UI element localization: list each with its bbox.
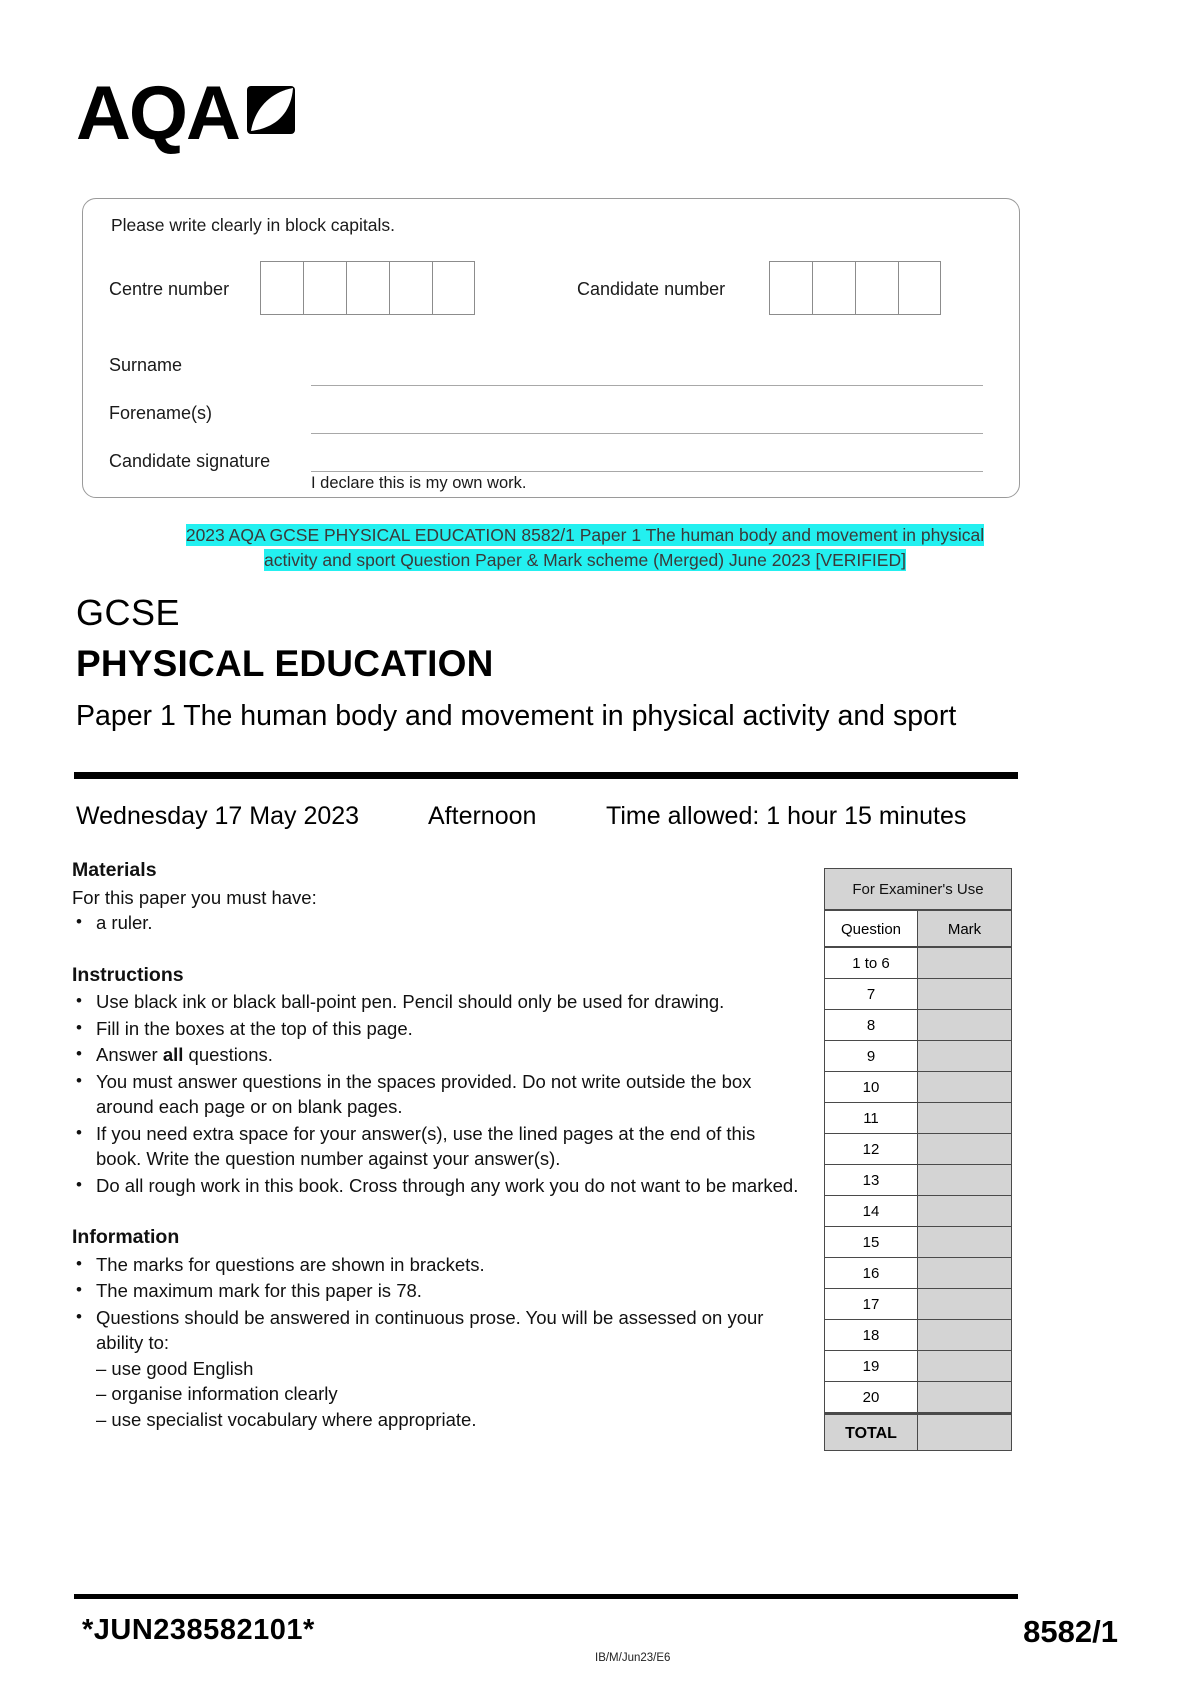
mark-cell[interactable]	[918, 1382, 1011, 1413]
question-label: 9	[825, 1041, 918, 1072]
table-row	[825, 1041, 1011, 1072]
table-row	[825, 1227, 1011, 1258]
information-list	[72, 1252, 802, 1433]
examiner-table-header	[825, 911, 1011, 948]
highlighted-annotation	[170, 523, 1000, 573]
question-label: 18	[825, 1320, 918, 1351]
question-label: 1 to 6	[825, 948, 918, 979]
examiner-table-title: For Examiner's Use	[825, 869, 1011, 911]
question-label: 15	[825, 1227, 918, 1258]
information-sub-list	[96, 1356, 802, 1433]
mark-cell[interactable]	[918, 1041, 1011, 1072]
list-item: • Use black ink or black ball-point pen. Pencil should only be used for drawing.	[72, 989, 802, 1015]
materials-list	[72, 910, 802, 936]
list-item	[72, 1042, 802, 1068]
candidate-number-label: Candidate number	[577, 279, 726, 299]
list-item: • Do all rough work in this book. Cross through any work you do not want to be marked.	[72, 1173, 802, 1199]
question-label: 11	[825, 1103, 918, 1134]
barcode-text: *JUN238582101*	[82, 1614, 315, 1646]
aqa-logo	[76, 71, 297, 156]
candidate-details-box	[82, 198, 1020, 498]
list-item: • If you need extra space for your answer(s), use the lined pages at the end of this book. Write the question number against your answer(s).	[72, 1121, 802, 1172]
mark-cell[interactable]	[918, 1289, 1011, 1320]
ib-reference-code: IB/M/Jun23/E6	[595, 1652, 671, 1664]
list-item: • The marks for questions are shown in brackets.	[72, 1252, 802, 1278]
list-item: • The maximum mark for this paper is 78.	[72, 1278, 802, 1304]
header-divider	[74, 772, 1018, 779]
mark-cell[interactable]	[918, 1010, 1011, 1041]
table-row	[825, 979, 1011, 1010]
information-heading: Information	[72, 1226, 180, 1248]
exam-date: Wednesday 17 May 2023	[76, 802, 360, 830]
table-row	[825, 1289, 1011, 1320]
centre-number-cell[interactable]	[389, 261, 432, 315]
table-row	[825, 1258, 1011, 1289]
mark-cell[interactable]	[918, 1320, 1011, 1351]
mark-cell[interactable]	[918, 1134, 1011, 1165]
question-label: 8	[825, 1010, 918, 1041]
candidate-signature-label: Candidate signature	[109, 451, 271, 471]
candidate-number-cell[interactable]	[855, 261, 898, 315]
table-row	[825, 1351, 1011, 1382]
centre-number-cell[interactable]	[346, 261, 389, 315]
table-row-total	[825, 1413, 1011, 1450]
question-label: 10	[825, 1072, 918, 1103]
column-header-question: Question	[825, 911, 918, 948]
table-row	[825, 1165, 1011, 1196]
footer-divider	[74, 1594, 1018, 1599]
list-item: – organise information clearly	[96, 1383, 338, 1404]
table-row	[825, 1196, 1011, 1227]
qualification-title: GCSE	[76, 592, 181, 633]
question-label: 7	[825, 979, 918, 1010]
information-prose-text: Questions should be answered in continuous prose. You will be assessed on your ability to:	[96, 1306, 764, 1353]
paper-title: Paper 1 The human body and movement in physical activity and sport	[76, 700, 957, 732]
table-row	[825, 1382, 1011, 1413]
paper-code: 8582/1	[1023, 1614, 1118, 1649]
question-label: 16	[825, 1258, 918, 1289]
centre-number-label: Centre number	[109, 279, 230, 299]
forenames-label: Forename(s)	[109, 403, 213, 423]
aqa-wordmark: AQA	[76, 71, 239, 156]
question-label: 13	[825, 1165, 918, 1196]
question-label: 19	[825, 1351, 918, 1382]
list-item: • Fill in the boxes at the top of this page.	[72, 1016, 802, 1042]
table-row	[825, 1010, 1011, 1041]
mark-cell[interactable]	[918, 1196, 1011, 1227]
centre-number-cell[interactable]	[260, 261, 303, 315]
column-header-mark: Mark	[918, 911, 1011, 948]
surname-field[interactable]	[311, 385, 983, 386]
table-row	[825, 1320, 1011, 1351]
list-item: – use specialist vocabulary where appropriate.	[96, 1408, 477, 1430]
list-item	[72, 1305, 802, 1433]
aqa-leaf-icon	[245, 84, 297, 141]
instructions-heading: Instructions	[72, 963, 184, 986]
surname-label: Surname	[109, 355, 183, 375]
total-label: TOTAL	[825, 1413, 918, 1450]
instructions-list	[72, 989, 802, 1198]
question-label: 17	[825, 1289, 918, 1320]
mark-cell[interactable]	[918, 948, 1011, 979]
mark-cell[interactable]	[918, 1165, 1011, 1196]
candidate-number-cell[interactable]	[812, 261, 855, 315]
total-mark-cell[interactable]	[918, 1413, 1011, 1450]
mark-cell[interactable]	[918, 1103, 1011, 1134]
subject-title: PHYSICAL EDUCATION	[76, 643, 494, 684]
mark-cell[interactable]	[918, 979, 1011, 1010]
table-row	[825, 948, 1011, 979]
block-capitals-instruction: Please write clearly in block capitals.	[111, 215, 396, 235]
materials-intro: For this paper you must have:	[72, 886, 317, 908]
answer-all-emphasis: all	[162, 1044, 184, 1065]
candidate-number-input[interactable]	[769, 261, 941, 315]
exam-time-allowed: Time allowed: 1 hour 15 minutes	[606, 802, 967, 830]
table-row	[825, 1134, 1011, 1165]
declaration-text: I declare this is my own work.	[311, 474, 527, 492]
mark-cell[interactable]	[918, 1258, 1011, 1289]
materials-heading: Materials	[72, 859, 157, 881]
candidate-number-cell[interactable]	[769, 261, 812, 315]
candidate-signature-field[interactable]	[311, 471, 983, 472]
list-item: • a ruler.	[72, 910, 802, 936]
answer-all-prefix: Answer	[96, 1044, 163, 1065]
answer-all-suffix: questions.	[183, 1044, 273, 1065]
instructions-column	[72, 858, 802, 1433]
list-item: – use good English	[96, 1357, 254, 1379]
exam-session: Afternoon	[428, 802, 537, 830]
mark-cell[interactable]	[918, 1072, 1011, 1103]
forenames-field[interactable]	[311, 433, 983, 434]
question-label: 20	[825, 1382, 918, 1413]
table-row	[825, 1103, 1011, 1134]
highlighted-annotation-text: 2023 AQA GCSE PHYSICAL EDUCATION 8582/1 Paper 1 The human body and movement in physical activity and sport Question Paper & Mark scheme (Merged) June 2023 [VERIFIED]	[185, 525, 985, 570]
table-row	[825, 1072, 1011, 1103]
centre-number-cell[interactable]	[432, 261, 475, 315]
candidate-number-cell[interactable]	[898, 261, 941, 315]
centre-number-cell[interactable]	[303, 261, 346, 315]
mark-cell[interactable]	[918, 1227, 1011, 1258]
question-label: 12	[825, 1134, 918, 1165]
examiner-mark-table	[824, 868, 1012, 1451]
centre-number-input[interactable]	[260, 261, 475, 315]
question-label: 14	[825, 1196, 918, 1227]
list-item: • You must answer questions in the spaces provided. Do not write outside the box around each page or on blank pages.	[72, 1069, 802, 1120]
mark-cell[interactable]	[918, 1351, 1011, 1382]
